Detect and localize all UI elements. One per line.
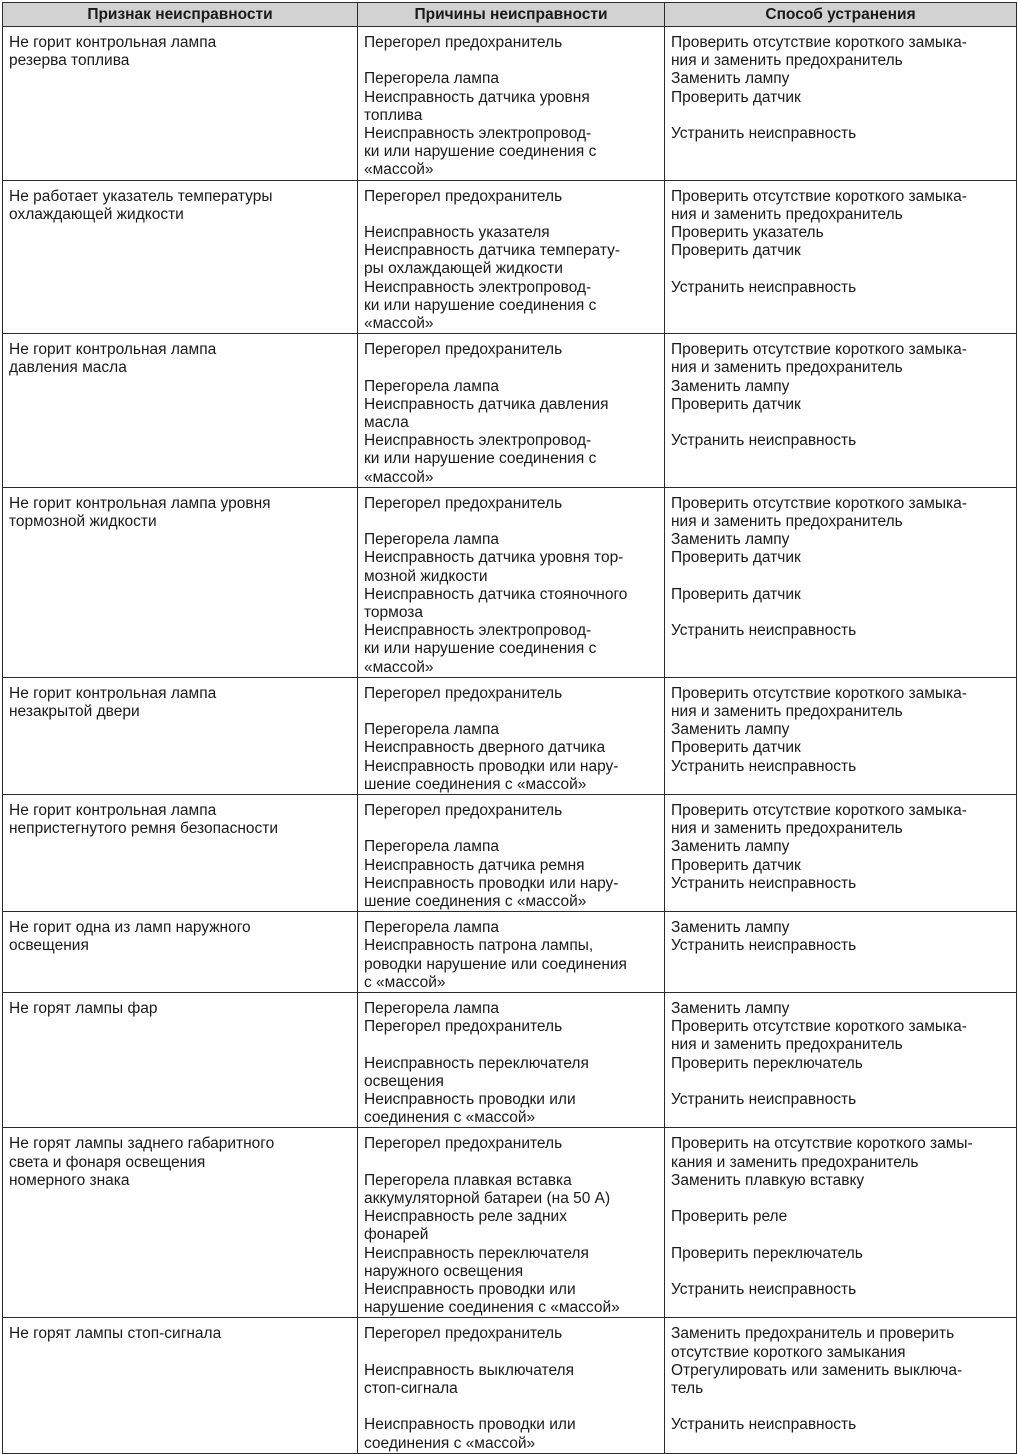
table-header-row [3,3,1017,27]
causes-line: ки или нарушение соединения с [364,143,597,161]
symptom-line: Не горит одна из ламп наружного [9,919,251,937]
causes-line: «массой» [364,658,434,676]
remedies-cell [665,993,1017,1128]
causes-line [364,820,658,838]
remedies-line: Отрегулировать или заменить выключа- [671,1361,963,1379]
remedies-cell [665,677,1017,794]
table-row [3,487,1017,677]
causes-line: ки или нарушение соединения с [364,450,597,468]
remedies-line: Устранить неисправность [671,278,857,296]
remedies-line: Заменить лампу [671,531,790,549]
remedies-line: ния и заменить предохранитель [671,1036,903,1054]
causes-line: Перегорел предохранитель [364,1135,563,1153]
symptom-line: тормозной жидкости [9,513,157,531]
table-row [3,334,1017,488]
causes-line: Неисправность проводки или [364,1281,576,1299]
remedies-line: тель [671,1380,704,1398]
causes-line: Неисправность дверного датчика [364,739,606,757]
remedies-cell [665,334,1017,488]
causes-line [364,1036,658,1054]
remedies-line: Проверить датчик [671,395,801,413]
symptom-line: Не горит контрольная лампа уровня [9,494,271,512]
causes-cell [358,677,665,794]
remedies-line: Проверить на отсутствие короткого замы- [671,1135,973,1153]
causes-line: шение соединения с «массой» [364,775,587,793]
causes-line [364,52,658,70]
remedies-line: Проверить датчик [671,856,801,874]
causes-line [364,513,658,531]
causes-line [364,1344,658,1362]
causes-line: освещения [364,1072,444,1090]
causes-line: Перегорела лампа [364,838,499,856]
symptom-line: света и фонаря освещения [9,1153,206,1171]
remedies-line [671,604,1010,622]
remedies-line: Заменить лампу [671,1000,790,1018]
remedies-line: Устранить неисправность [671,757,857,775]
causes-cell [358,27,665,181]
causes-cell [358,1318,665,1453]
causes-line: Перегорел предохранитель [364,187,563,205]
causes-line: Перегорела лампа [364,377,499,395]
causes-line [364,206,658,224]
causes-line: Перегорел предохранитель [364,34,563,51]
remedies-line: Проверить указатель [671,224,824,242]
causes-line: Перегорела лампа [364,70,499,88]
remedies-line: Проверить датчик [671,242,801,260]
symptom-line: Не горят лампы стоп-сигнала [9,1325,222,1343]
causes-line: Перегорела лампа [364,1000,499,1018]
symptom-line: охлаждающей жидкости [9,205,184,223]
remedies-line: Заменить лампу [671,721,790,739]
causes-line: Неисправность электропровод- [364,278,592,296]
causes-line: Неисправность датчика стояночного [364,585,628,603]
causes-line: наружного освещения [364,1262,524,1280]
causes-line: Неисправность проводки или нару- [364,757,619,775]
symptom-cell [3,334,358,488]
causes-cell [358,912,665,993]
causes-line: соединения с «массой» [364,1109,536,1127]
remedies-line: Проверить реле [671,1208,788,1226]
remedies-line: Устранить неисправность [671,1416,857,1434]
remedies-line: Проверить датчик [671,88,801,106]
causes-line: Неисправность выключателя [364,1361,574,1379]
remedies-line: Заменить лампу [671,919,790,937]
symptom-cell [3,1128,358,1318]
causes-cell [358,334,665,488]
causes-line: Неисправность проводки или нару- [364,874,619,892]
causes-line: нарушение соединения с «массой» [364,1299,620,1317]
remedies-line [671,1263,1010,1281]
remedies-line: Проверить отсутствие короткого замыка- [671,802,967,820]
remedies-line: кания и заменить предохранитель [671,1153,919,1171]
remedies-line: Проверить переключатель [671,1054,863,1072]
causes-line: «массой» [364,468,434,486]
symptom-line: Не горят лампы заднего габаритного [9,1135,275,1153]
remedies-line: ния и заменить предохранитель [671,359,903,377]
symptom-line: резерва топлива [9,52,130,70]
symptom-cell [3,677,358,794]
remedies-line: ния и заменить предохранитель [671,820,903,838]
remedies-line: Устранить неисправность [671,1091,857,1109]
causes-line: Перегорел предохранитель [364,341,563,359]
symptom-line: Не горит контрольная лампа [9,684,217,702]
remedies-cell [665,487,1017,677]
remedies-cell [665,1318,1017,1453]
remedies-line: ния и заменить предохранитель [671,52,903,70]
remedies-line: ния и заменить предохранитель [671,703,903,721]
remedies-line: Заменить лампу [671,838,790,856]
remedies-line: Проверить отсутствие короткого замыка- [671,187,967,205]
symptom-cell [3,1318,358,1453]
remedies-line: Заменить предохранитель и проверить [671,1325,955,1343]
causes-line: Перегорела лампа [364,721,499,739]
causes-line: мозной жидкости [364,567,488,585]
causes-line: Неисправность датчика уровня [364,88,590,106]
causes-line: Перегорела плавкая вставка [364,1171,572,1189]
remedies-line [671,107,1010,125]
remedies-cell [665,180,1017,334]
causes-line: с «массой» [364,973,446,991]
symptom-line: освещения [9,937,89,955]
causes-line: Неисправность датчика давления [364,395,609,413]
remedies-line: Устранить неисправность [671,432,857,450]
remedies-line: Проверить отсутствие короткого замыка- [671,494,967,512]
causes-line: соединения с «массой» [364,1434,536,1452]
table-row [3,1318,1017,1453]
symptom-line: Не горит контрольная лампа [9,802,217,820]
fault-diagnosis-table [2,2,1017,1454]
causes-line: Неисправность электропровод- [364,622,592,640]
remedies-line: Устранить неисправность [671,622,857,640]
causes-line: Перегорела лампа [364,919,499,937]
causes-line: Перегорела лампа [364,531,499,549]
table-row [3,993,1017,1128]
table-row [3,677,1017,794]
causes-cell [358,1128,665,1318]
header-remedies: Способ устранения [665,3,1017,27]
causes-line: аккумуляторной батареи (на 50 А) [364,1190,611,1208]
causes-line: Неисправность проводки или [364,1091,576,1109]
table-row [3,180,1017,334]
causes-line: «массой» [364,161,434,179]
causes-line: Перегорел предохранитель [364,1325,563,1343]
symptom-line: непристегнутого ремня безопасности [9,820,279,838]
causes-line: Неисправность указателя [364,224,550,241]
remedies-line: ния и заменить предохранитель [671,205,903,223]
symptom-cell [3,180,358,334]
symptom-cell [3,27,358,181]
remedies-line: Проверить отсутствие короткого замыка- [671,34,967,51]
causes-line: «массой» [364,315,434,333]
causes-line: Неисправность переключателя [364,1054,589,1072]
table-row [3,912,1017,993]
causes-cell [358,180,665,334]
causes-line: фонарей [364,1226,429,1244]
causes-line: Неисправность проводки или [364,1416,576,1434]
remedies-line: Заменить плавкую вставку [671,1171,865,1189]
symptom-line: Не горят лампы фар [9,1000,158,1018]
header-causes: Причины неисправности [358,3,665,27]
causes-line: Перегорел предохранитель [364,494,563,512]
remedies-line: Устранить неисправность [671,874,857,892]
symptom-line: Не горит контрольная лампа [9,341,217,359]
table-row [3,27,1017,181]
remedies-line: отсутствие короткого замыкания [671,1343,906,1361]
causes-line: ры охлаждающей жидкости [364,260,563,278]
remedies-line: Заменить лампу [671,70,790,88]
causes-line: тормоза [364,604,423,622]
remedies-line [671,260,1010,278]
causes-line [364,703,658,721]
symptom-line: давления масла [9,359,127,377]
causes-line [364,1398,658,1416]
remedies-line: Устранить неисправность [671,125,857,142]
remedies-line [671,1398,1010,1416]
remedies-line: Устранить неисправность [671,1281,857,1299]
causes-line: Неисправность патрона лампы, [364,937,594,955]
remedies-line: Проверить отсутствие короткого замыка- [671,1018,967,1036]
symptom-cell [3,487,358,677]
causes-line: Неисправность реле задних [364,1208,567,1226]
remedies-line: Проверить датчик [671,585,801,603]
causes-line [364,1154,658,1172]
symptom-line: Не горит контрольная лампа [9,34,217,51]
header-symptom: Признак неисправности [3,3,358,27]
causes-line: Неисправность датчика ремня [364,856,585,874]
causes-line: Неисправность электропровод- [364,125,592,142]
causes-cell [358,795,665,912]
table-row [3,795,1017,912]
remedies-cell [665,27,1017,181]
causes-line: шение соединения с «массой» [364,893,587,911]
causes-line: Перегорел предохранитель [364,684,563,702]
causes-line: ки или нарушение соединения с [364,640,597,658]
remedies-line [671,1190,1010,1208]
causes-line: Неисправность датчика уровня тор- [364,549,624,567]
remedies-line [671,414,1010,432]
remedies-cell [665,912,1017,993]
remedies-line: Проверить отсутствие короткого замыка- [671,684,967,702]
remedies-line: Устранить неисправность [671,937,857,955]
causes-line: топлива [364,106,423,124]
remedies-line [671,1073,1010,1091]
causes-line: Неисправность датчика температу- [364,242,621,260]
causes-cell [358,487,665,677]
remedies-cell [665,1128,1017,1318]
remedies-line: Проверить переключатель [671,1244,863,1262]
remedies-line: ния и заменить предохранитель [671,513,903,531]
causes-line [364,359,658,377]
remedies-line: Заменить лампу [671,377,790,395]
symptom-line: Не работает указатель температуры [9,187,273,205]
causes-cell [358,993,665,1128]
causes-line: масла [364,414,409,432]
remedies-line: Проверить отсутствие короткого замыка- [671,341,967,359]
symptom-cell [3,993,358,1128]
causes-line: Перегорел предохранитель [364,1018,563,1036]
remedies-cell [665,795,1017,912]
remedies-line [671,568,1010,586]
remedies-line [671,1226,1010,1244]
table-body [3,27,1017,1454]
symptom-cell [3,912,358,993]
causes-line: роводки нарушение или соединения [364,955,627,973]
causes-line: Неисправность электропровод- [364,432,592,450]
causes-line: ки или нарушение соединения с [364,296,597,314]
causes-line: Неисправность переключателя [364,1244,589,1262]
symptom-cell [3,795,358,912]
causes-line: Перегорел предохранитель [364,802,563,820]
table-row [3,1128,1017,1318]
causes-line: стоп-сигнала [364,1380,458,1398]
remedies-line: Проверить датчик [671,549,801,567]
remedies-line: Проверить датчик [671,739,801,757]
symptom-line: номерного знака [9,1171,130,1189]
symptom-line: незакрытой двери [9,703,140,721]
